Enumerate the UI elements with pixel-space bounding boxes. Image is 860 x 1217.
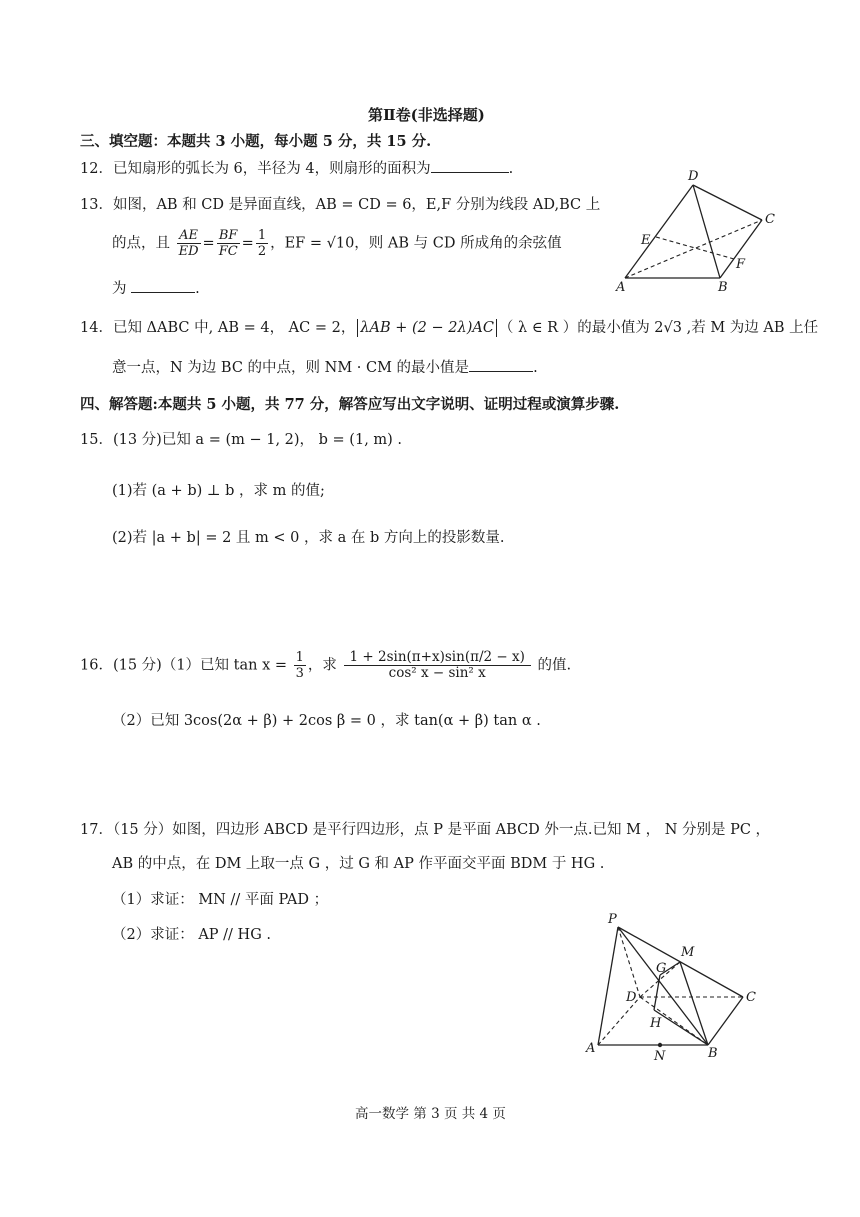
- fraction-numerator: 1: [257, 228, 267, 243]
- segment-gh: [654, 975, 660, 1010]
- question-text: 的点，且: [112, 235, 170, 252]
- question-end: .: [533, 360, 538, 376]
- question-text: ，求: [307, 657, 337, 674]
- edge-pa: [598, 927, 618, 1045]
- label-a: A: [616, 280, 626, 295]
- point-n: [658, 1043, 662, 1047]
- edge-dc: [693, 185, 762, 220]
- question-number: 16．: [80, 657, 113, 674]
- fraction-numerator: BF: [217, 228, 240, 244]
- question-number: 15．: [80, 432, 113, 448]
- label-b: B: [708, 1046, 718, 1061]
- part4-heading: 四、解答题:本题共 5 小题，共 77 分，解答应写出文字说明、证明过程或演算步骤.: [80, 396, 620, 413]
- label-d: D: [688, 169, 699, 184]
- fraction-one-third: [294, 650, 306, 681]
- fraction-denominator: 2: [257, 244, 267, 259]
- fraction-denominator: 3: [295, 666, 304, 681]
- fraction-trig-expression: [344, 650, 531, 681]
- edge-pb: [618, 927, 708, 1045]
- fraction-numerator: AE: [177, 228, 201, 244]
- label-b: B: [718, 280, 728, 295]
- question-score: (13 分): [112, 432, 162, 448]
- question-17-part1: （1）求证： MN // 平面 PAD ；: [112, 892, 329, 908]
- question-text: 意一点，N 为边 BC 的中点，则 NM · CM 的最小值是: [112, 360, 470, 376]
- fraction-numerator: 1 + 2sin(π+x)sin(π/2 − x): [344, 650, 531, 666]
- tetrahedron-figure: [610, 165, 780, 295]
- question-14-line1: [80, 316, 818, 337]
- question-text: 为: [112, 281, 127, 297]
- question-16-part2: （2）已知 3cos(2α + β) + 2cos β = 0 ，求 tan(α + β) tan α .: [112, 713, 541, 729]
- label-m: M: [681, 945, 695, 960]
- abs-bar-right: [496, 319, 497, 337]
- question-number: 13．: [80, 197, 113, 213]
- label-d: D: [626, 990, 637, 1005]
- question-score: （15 分）: [112, 822, 173, 838]
- abs-bar-left: [357, 319, 358, 337]
- question-text: （1）已知 tan x =: [161, 657, 288, 674]
- question-text: 如图，四边形 ABCD 是平行四边形，点 P 是平面 ABCD 外一点.已知 M ， N 分别是 PC ，: [172, 822, 771, 838]
- answer-blank: [469, 370, 533, 372]
- fraction-one-half: [256, 228, 268, 259]
- question-text: ，EF = √10，则 AB 与 CD 所成角的余弦值: [270, 235, 562, 252]
- section-title: 第Ⅱ卷(非选择题): [368, 106, 485, 124]
- question-15-part2: (2)若 |a + b| = 2 且 m < 0 ，求 a 在 b 方向上的投影数量.: [112, 530, 505, 546]
- fraction-denominator: cos² x − sin² x: [388, 665, 486, 681]
- abs-expression: λAB + (2 − 2λ)AC: [360, 320, 494, 336]
- label-e: E: [641, 233, 651, 248]
- label-g: G: [656, 961, 667, 976]
- pyramid-figure: [580, 905, 770, 1065]
- label-c: C: [765, 212, 775, 227]
- question-15-intro: [80, 428, 402, 449]
- question-number: 12．: [80, 161, 113, 177]
- question-end: .: [508, 161, 514, 177]
- fraction-denominator: ED: [178, 244, 199, 259]
- question-text: 已知扇形的弧长为 6，半径为 4，则扇形的面积为: [112, 161, 431, 177]
- label-h: H: [650, 1016, 662, 1031]
- question-13-line1: [80, 193, 600, 214]
- answer-blank: [131, 291, 195, 293]
- edge-bc: [708, 997, 743, 1045]
- question-text: （ λ ∈ R ）的最小值为 2√3 ,若 M 为边 AB 上任: [498, 320, 819, 336]
- label-n: N: [654, 1049, 666, 1064]
- question-15-part1: (1)若 (a + b) ⊥ b ，求 m 的值;: [112, 483, 325, 499]
- question-text: 已知 ΔABC 中, AB = 4， AC = 2，: [112, 320, 356, 336]
- question-17-line1: [80, 818, 770, 839]
- label-c: C: [746, 990, 756, 1005]
- edge-db: [693, 185, 720, 278]
- fraction-bf-fc: [217, 228, 240, 259]
- question-17-part2: （2）求证： AP // HG .: [112, 927, 271, 943]
- question-12: [80, 157, 513, 178]
- fraction-ae-ed: [177, 228, 201, 259]
- label-p: P: [608, 912, 617, 927]
- page-footer: 高一数学 第 3 页 共 4 页: [355, 1106, 506, 1122]
- question-text: 如图，AB 和 CD 是异面直线，AB = CD = 6，E,F 分别为线段 AD,BC 上: [112, 197, 601, 213]
- question-14-line2: [112, 356, 538, 377]
- question-number: 14．: [80, 320, 113, 336]
- part3-heading: 三、填空题：本题共 3 小题，每小题 5 分，共 15 分.: [80, 133, 432, 150]
- question-17-line2: AB 的中点，在 DM 上取一点 G ，过 G 和 AP 作平面交平面 BDM 于 HG .: [112, 856, 605, 872]
- segment-ef-hidden: [656, 237, 734, 259]
- question-13-line3: [112, 277, 200, 298]
- question-16-part1: [80, 650, 571, 681]
- label-f: F: [736, 257, 746, 272]
- answer-blank: [431, 171, 509, 173]
- fraction-numerator: 1: [295, 650, 304, 665]
- fraction-denominator: FC: [218, 244, 238, 259]
- question-text: 已知 a = (m − 1, 2)， b = (1, m) .: [161, 432, 403, 448]
- question-number: 17．: [80, 822, 113, 838]
- question-text: 的值.: [537, 657, 572, 674]
- question-end: .: [195, 281, 200, 297]
- question-13-line2: 的点，且 $\frac{AE}{ED}$ = $\frac{BF}{FC}$ = $\frac{1}{2}$ ，EF = √10，则 AB 与 CD 所成角的余弦值: [112, 228, 562, 259]
- question-score: (15 分): [112, 657, 162, 674]
- label-a: A: [586, 1041, 596, 1056]
